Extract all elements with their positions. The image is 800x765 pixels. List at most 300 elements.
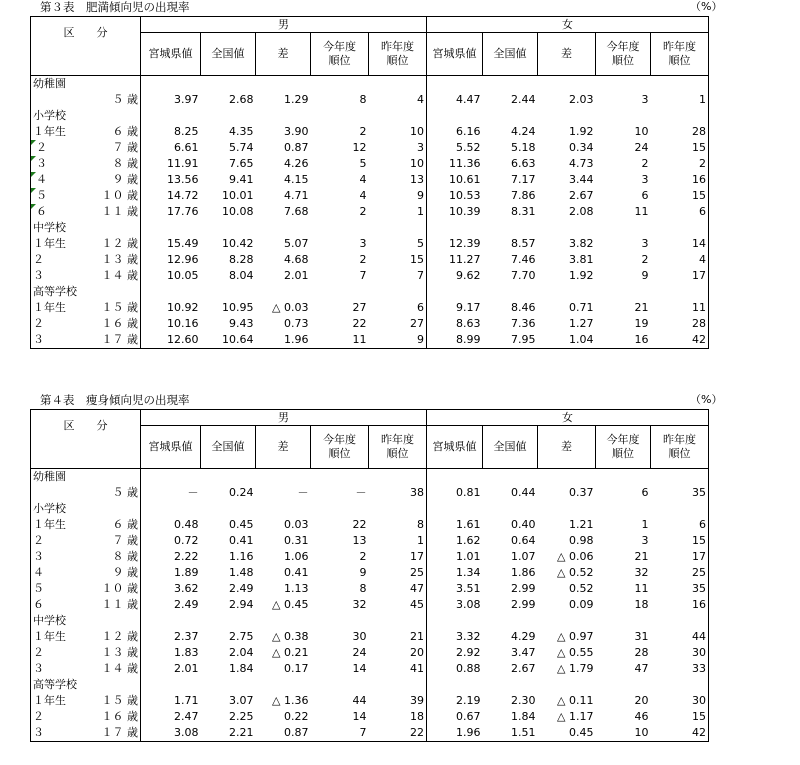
table-row <box>31 725 709 742</box>
male-value: 4 <box>417 93 424 106</box>
female-value: △ 0.06 <box>557 550 594 563</box>
female-value: 2.03 <box>569 93 594 106</box>
male-value: 7.65 <box>229 157 254 170</box>
grade-cell <box>31 549 89 565</box>
female-value: 6.16 <box>427 124 483 140</box>
data-table <box>30 409 709 742</box>
female-value: 11.27 <box>427 252 483 268</box>
female-value: 44 <box>692 630 706 643</box>
male-value: 4.68 <box>284 253 309 266</box>
female-value: 16 <box>634 333 649 346</box>
empty-cell <box>141 469 201 486</box>
female-value: 3.47 <box>511 646 536 659</box>
age-cell: １４ 歳 <box>101 662 138 675</box>
male-value: 3.08 <box>141 725 201 742</box>
female-value: 28 <box>634 646 649 659</box>
female-value: 24 <box>634 141 649 154</box>
grade-cell <box>31 316 89 332</box>
male-value: 24 <box>352 646 367 659</box>
grade-cell <box>31 693 89 709</box>
female-value: 1.86 <box>511 566 536 579</box>
table-row <box>31 204 709 220</box>
empty-cell <box>311 108 369 124</box>
female-value: 15 <box>692 189 706 202</box>
table-row <box>31 533 709 549</box>
age-cell: ８ 歳 <box>112 157 138 170</box>
female-value: 4.73 <box>569 157 594 170</box>
male-value: 10.08 <box>222 205 254 218</box>
female-value: 17 <box>692 269 706 282</box>
age-cell: １１ 歳 <box>101 205 138 218</box>
female-value: 14 <box>692 237 706 250</box>
female-value: △ 1.17 <box>557 710 594 723</box>
grade-label: １年生 <box>33 237 66 250</box>
male-value: 4.26 <box>284 157 309 170</box>
table-row <box>31 268 709 284</box>
empty-cell <box>651 108 709 124</box>
female-value: 2.67 <box>511 662 536 675</box>
column-header: 全国値 <box>483 33 538 76</box>
female-value: 10.61 <box>427 172 483 188</box>
female-value: 6 <box>699 518 706 531</box>
male-value: 13 <box>410 173 424 186</box>
female-value: 11 <box>634 205 649 218</box>
male-value: 0.41 <box>284 566 309 579</box>
male-value: 2.25 <box>229 710 254 723</box>
empty-cell <box>538 469 596 486</box>
grade-cell <box>31 533 89 549</box>
male-value: 9 <box>417 333 424 346</box>
male-value: 4 <box>359 173 367 186</box>
empty-cell <box>427 501 483 517</box>
table-row <box>31 140 709 156</box>
female-value: 3 <box>641 534 649 547</box>
female-value: 2.30 <box>511 694 536 707</box>
empty-cell <box>651 501 709 517</box>
grade-label: ２ <box>33 253 44 266</box>
male-value: 15.49 <box>141 236 201 252</box>
empty-cell <box>256 76 311 93</box>
column-header: 差 <box>256 426 311 469</box>
column-header: 昨年度 順位 <box>651 33 709 76</box>
grade-label: ３ <box>33 550 44 563</box>
empty-cell <box>483 108 538 124</box>
empty-cell <box>538 76 596 93</box>
female-value: 1.51 <box>511 726 536 739</box>
female-value: 2 <box>699 157 706 170</box>
table-row <box>31 597 709 613</box>
age-cell: １２ 歳 <box>101 237 138 250</box>
empty-cell <box>596 76 651 93</box>
table-title: 第３表 肥満傾向児の出現率 <box>40 0 190 14</box>
empty-cell <box>311 677 369 693</box>
table-row <box>31 172 709 188</box>
female-value: 2.92 <box>427 645 483 661</box>
empty-cell <box>141 677 201 693</box>
empty-cell <box>651 284 709 300</box>
grade-label: ２ <box>33 710 44 723</box>
female-value: 11 <box>692 301 706 314</box>
grade-label: １年生 <box>33 694 66 707</box>
grade-label: ５ <box>36 189 47 202</box>
table-row <box>31 565 709 581</box>
male-value: 2.47 <box>141 709 201 725</box>
empty-cell <box>256 469 311 486</box>
table-title: 第４表 痩身傾向児の出現率 <box>40 393 190 407</box>
column-header: 今年度 順位 <box>311 426 369 469</box>
female-value: 32 <box>634 566 649 579</box>
male-value: 3.97 <box>141 92 201 108</box>
age-cell: ５ 歳 <box>112 93 138 106</box>
grade-cell <box>31 300 89 316</box>
female-value: 0.09 <box>569 598 594 611</box>
empty-cell <box>311 469 369 486</box>
grade-cell <box>31 268 89 284</box>
age-cell: ８ 歳 <box>112 550 138 563</box>
female-value: 4.29 <box>511 630 536 643</box>
age-cell: １７ 歳 <box>101 726 138 739</box>
female-value: 16 <box>692 173 706 186</box>
female-value: 30 <box>692 694 706 707</box>
male-value: 8.25 <box>141 124 201 140</box>
male-value: 6 <box>417 301 424 314</box>
male-value: － <box>297 486 309 499</box>
empty-cell <box>141 108 201 124</box>
age-cell: １７ 歳 <box>101 333 138 346</box>
female-value: 35 <box>692 582 706 595</box>
male-value: 1.89 <box>141 565 201 581</box>
grade-cell <box>31 92 89 108</box>
female-value: 15 <box>692 534 706 547</box>
female-value: 6.63 <box>511 157 536 170</box>
female-header: 女 <box>427 17 709 33</box>
female-value: 7.95 <box>511 333 536 346</box>
male-value: 12.60 <box>141 332 201 349</box>
grade-label: ５ <box>33 582 44 595</box>
grade-label: ４ <box>33 566 44 579</box>
male-value: 17 <box>410 550 424 563</box>
female-value: 1 <box>641 518 649 531</box>
male-value: 2.01 <box>284 269 309 282</box>
male-value: 8.04 <box>229 269 254 282</box>
male-value: 1.06 <box>284 550 309 563</box>
female-value: 0.37 <box>569 486 594 499</box>
male-value: 21 <box>410 630 424 643</box>
female-value: 8.46 <box>511 301 536 314</box>
male-value: 0.17 <box>284 662 309 675</box>
female-value: △ 1.79 <box>557 662 594 675</box>
male-value: 1.71 <box>141 693 201 709</box>
empty-cell <box>651 677 709 693</box>
column-header: 宮城県値 <box>141 33 201 76</box>
male-value: △ 0.45 <box>272 598 309 611</box>
empty-cell <box>427 220 483 236</box>
female-value: 31 <box>634 630 649 643</box>
column-header: 全国値 <box>201 33 256 76</box>
male-value: － <box>141 485 201 501</box>
male-value: 1.84 <box>229 662 254 675</box>
column-header: 今年度 順位 <box>311 33 369 76</box>
male-value: △ 1.36 <box>272 694 309 707</box>
empty-cell <box>256 613 311 629</box>
male-value: 3 <box>417 141 424 154</box>
male-value: 2.68 <box>229 93 254 106</box>
male-value: 10.95 <box>222 301 254 314</box>
empty-cell <box>538 108 596 124</box>
empty-cell <box>369 677 427 693</box>
empty-cell <box>201 108 256 124</box>
section-label: 幼稚園 <box>33 470 66 483</box>
male-value: 8.28 <box>229 253 254 266</box>
female-value: 4.47 <box>427 92 483 108</box>
age-cell: １１ 歳 <box>101 598 138 611</box>
male-value: 4.35 <box>229 125 254 138</box>
male-value: 25 <box>410 566 424 579</box>
table-row <box>31 581 709 597</box>
column-header: 昨年度 順位 <box>651 426 709 469</box>
female-value: 35 <box>692 486 706 499</box>
male-value: 1.29 <box>284 93 309 106</box>
female-value: 1.01 <box>427 549 483 565</box>
age-cell: １６ 歳 <box>101 710 138 723</box>
male-value: 1.96 <box>284 333 309 346</box>
unit-label: （%） <box>690 393 723 406</box>
empty-cell <box>311 76 369 93</box>
empty-cell <box>483 220 538 236</box>
male-value: － <box>355 486 367 499</box>
age-cell: １３ 歳 <box>101 253 138 266</box>
section-label: 小学校 <box>33 109 66 122</box>
female-value: 3 <box>641 237 649 250</box>
age-cell: ７ 歳 <box>112 534 138 547</box>
female-value: 42 <box>692 333 706 346</box>
column-header: 今年度 順位 <box>596 33 651 76</box>
empty-cell <box>596 613 651 629</box>
empty-cell <box>201 284 256 300</box>
male-value: 13 <box>352 534 367 547</box>
column-header: 全国値 <box>201 426 256 469</box>
male-value: 27 <box>410 317 424 330</box>
age-cell: １３ 歳 <box>101 646 138 659</box>
table-row <box>31 124 709 140</box>
female-value: 21 <box>634 301 649 314</box>
female-value: 8.99 <box>427 332 483 349</box>
female-value: 28 <box>692 125 706 138</box>
male-value: 45 <box>410 598 424 611</box>
male-value: 22 <box>410 726 424 739</box>
section-row <box>31 220 709 236</box>
male-value: 9 <box>417 189 424 202</box>
male-value: 10.92 <box>141 300 201 316</box>
table-row <box>31 332 709 349</box>
empty-cell <box>369 613 427 629</box>
data-table <box>30 16 709 349</box>
female-value: 1.04 <box>569 333 594 346</box>
female-value: 0.64 <box>511 534 536 547</box>
female-value: △ 0.55 <box>557 646 594 659</box>
age-cell: １５ 歳 <box>101 694 138 707</box>
female-value: 0.45 <box>569 726 594 739</box>
male-value: 7 <box>359 726 367 739</box>
grade-cell <box>31 485 89 501</box>
empty-cell <box>538 613 596 629</box>
section-label: 幼稚園 <box>33 77 66 90</box>
male-value: 0.48 <box>141 517 201 533</box>
female-value: 5.52 <box>427 140 483 156</box>
female-value: 15 <box>692 141 706 154</box>
female-value: 8.31 <box>511 205 536 218</box>
age-cell: ７ 歳 <box>112 141 138 154</box>
grade-label: ２ <box>33 646 44 659</box>
female-value: 9.62 <box>427 268 483 284</box>
section-label: 中学校 <box>33 221 66 234</box>
female-value: 1.92 <box>569 269 594 282</box>
male-value: 27 <box>352 301 367 314</box>
female-value: 1 <box>699 93 706 106</box>
male-value: 3.62 <box>141 581 201 597</box>
female-value: 7.36 <box>511 317 536 330</box>
empty-cell <box>538 677 596 693</box>
female-value: 2 <box>641 253 649 266</box>
female-value: 1.27 <box>569 317 594 330</box>
female-value: 10 <box>634 726 649 739</box>
female-value: 3.81 <box>569 253 594 266</box>
male-value: 10.05 <box>141 268 201 284</box>
grade-cell <box>31 172 89 188</box>
empty-cell <box>427 469 483 486</box>
female-value: 6 <box>641 486 649 499</box>
male-header: 男 <box>141 410 427 426</box>
female-value: 19 <box>634 317 649 330</box>
female-value: 7.70 <box>511 269 536 282</box>
female-value: 0.52 <box>569 582 594 595</box>
empty-cell <box>141 613 201 629</box>
section-row <box>31 76 709 93</box>
female-value: 3.51 <box>427 581 483 597</box>
table-row <box>31 549 709 565</box>
column-header: 差 <box>538 426 596 469</box>
empty-cell <box>141 501 201 517</box>
female-value: 0.81 <box>427 485 483 501</box>
grade-label: ３ <box>33 726 44 739</box>
empty-cell <box>596 469 651 486</box>
empty-cell <box>201 501 256 517</box>
male-value: 0.45 <box>229 518 254 531</box>
empty-cell <box>483 613 538 629</box>
male-value: 22 <box>352 317 367 330</box>
grade-cell <box>31 188 89 204</box>
empty-cell <box>596 284 651 300</box>
empty-cell <box>427 284 483 300</box>
section-label: 高等学校 <box>33 285 77 298</box>
male-value: 9.43 <box>229 317 254 330</box>
male-value: 2 <box>359 205 367 218</box>
male-value: 5 <box>417 237 424 250</box>
male-value: 4.71 <box>284 189 309 202</box>
age-cell: ６ 歳 <box>112 518 138 531</box>
empty-cell <box>369 501 427 517</box>
table-row <box>31 629 709 645</box>
female-value: 1.21 <box>569 518 594 531</box>
empty-cell <box>141 220 201 236</box>
age-cell: １５ 歳 <box>101 301 138 314</box>
male-value: 44 <box>352 694 367 707</box>
grade-label: ２ <box>33 317 44 330</box>
female-value: 33 <box>692 662 706 675</box>
female-value: 12.39 <box>427 236 483 252</box>
female-value: 17 <box>692 550 706 563</box>
male-value: 12 <box>352 141 367 154</box>
column-header: 宮城県値 <box>427 426 483 469</box>
male-value: 1.13 <box>284 582 309 595</box>
grade-cell <box>31 332 89 349</box>
female-value: 10 <box>634 125 649 138</box>
male-value: 12.96 <box>141 252 201 268</box>
male-value: 2.04 <box>229 646 254 659</box>
male-value: 17.76 <box>141 204 201 220</box>
male-value: △ 0.21 <box>272 646 309 659</box>
table-row <box>31 517 709 533</box>
empty-cell <box>427 76 483 93</box>
male-value: 2 <box>359 125 367 138</box>
male-value: 0.73 <box>284 317 309 330</box>
male-value: 47 <box>410 582 424 595</box>
column-header: 宮城県値 <box>141 426 201 469</box>
table-row <box>31 188 709 204</box>
empty-cell <box>256 284 311 300</box>
male-value: 1.83 <box>141 645 201 661</box>
column-header: 昨年度 順位 <box>369 33 427 76</box>
male-value: 8 <box>417 518 424 531</box>
section-label: 中学校 <box>33 614 66 627</box>
male-value: 14 <box>352 710 367 723</box>
age-cell: １６ 歳 <box>101 317 138 330</box>
female-value: 2.99 <box>511 582 536 595</box>
male-value: 2.49 <box>229 582 254 595</box>
female-value: 5.18 <box>511 141 536 154</box>
empty-cell <box>256 220 311 236</box>
empty-cell <box>651 469 709 486</box>
grade-label: ６ <box>36 205 47 218</box>
grade-cell <box>31 597 89 613</box>
category-header: 区 分 <box>31 410 141 469</box>
empty-cell <box>201 469 256 486</box>
female-value: 2.44 <box>511 93 536 106</box>
female-value: 15 <box>692 710 706 723</box>
grade-cell <box>31 140 89 156</box>
male-value: 1 <box>417 205 424 218</box>
female-value: 2.08 <box>569 205 594 218</box>
male-value: 4 <box>359 189 367 202</box>
female-value: 1.61 <box>427 517 483 533</box>
age-cell: １０ 歳 <box>101 189 138 202</box>
table-row <box>31 252 709 268</box>
grade-label: ３ <box>33 269 44 282</box>
table-row <box>31 693 709 709</box>
empty-cell <box>651 613 709 629</box>
empty-cell <box>538 284 596 300</box>
male-value: 7 <box>359 269 367 282</box>
table-row <box>31 645 709 661</box>
grade-label: ３ <box>33 333 44 346</box>
male-value: 10.42 <box>222 237 254 250</box>
empty-cell <box>311 284 369 300</box>
grade-label: １年生 <box>33 518 66 531</box>
empty-cell <box>141 284 201 300</box>
empty-cell <box>651 220 709 236</box>
column-header: 昨年度 順位 <box>369 426 427 469</box>
section-label: 高等学校 <box>33 678 77 691</box>
